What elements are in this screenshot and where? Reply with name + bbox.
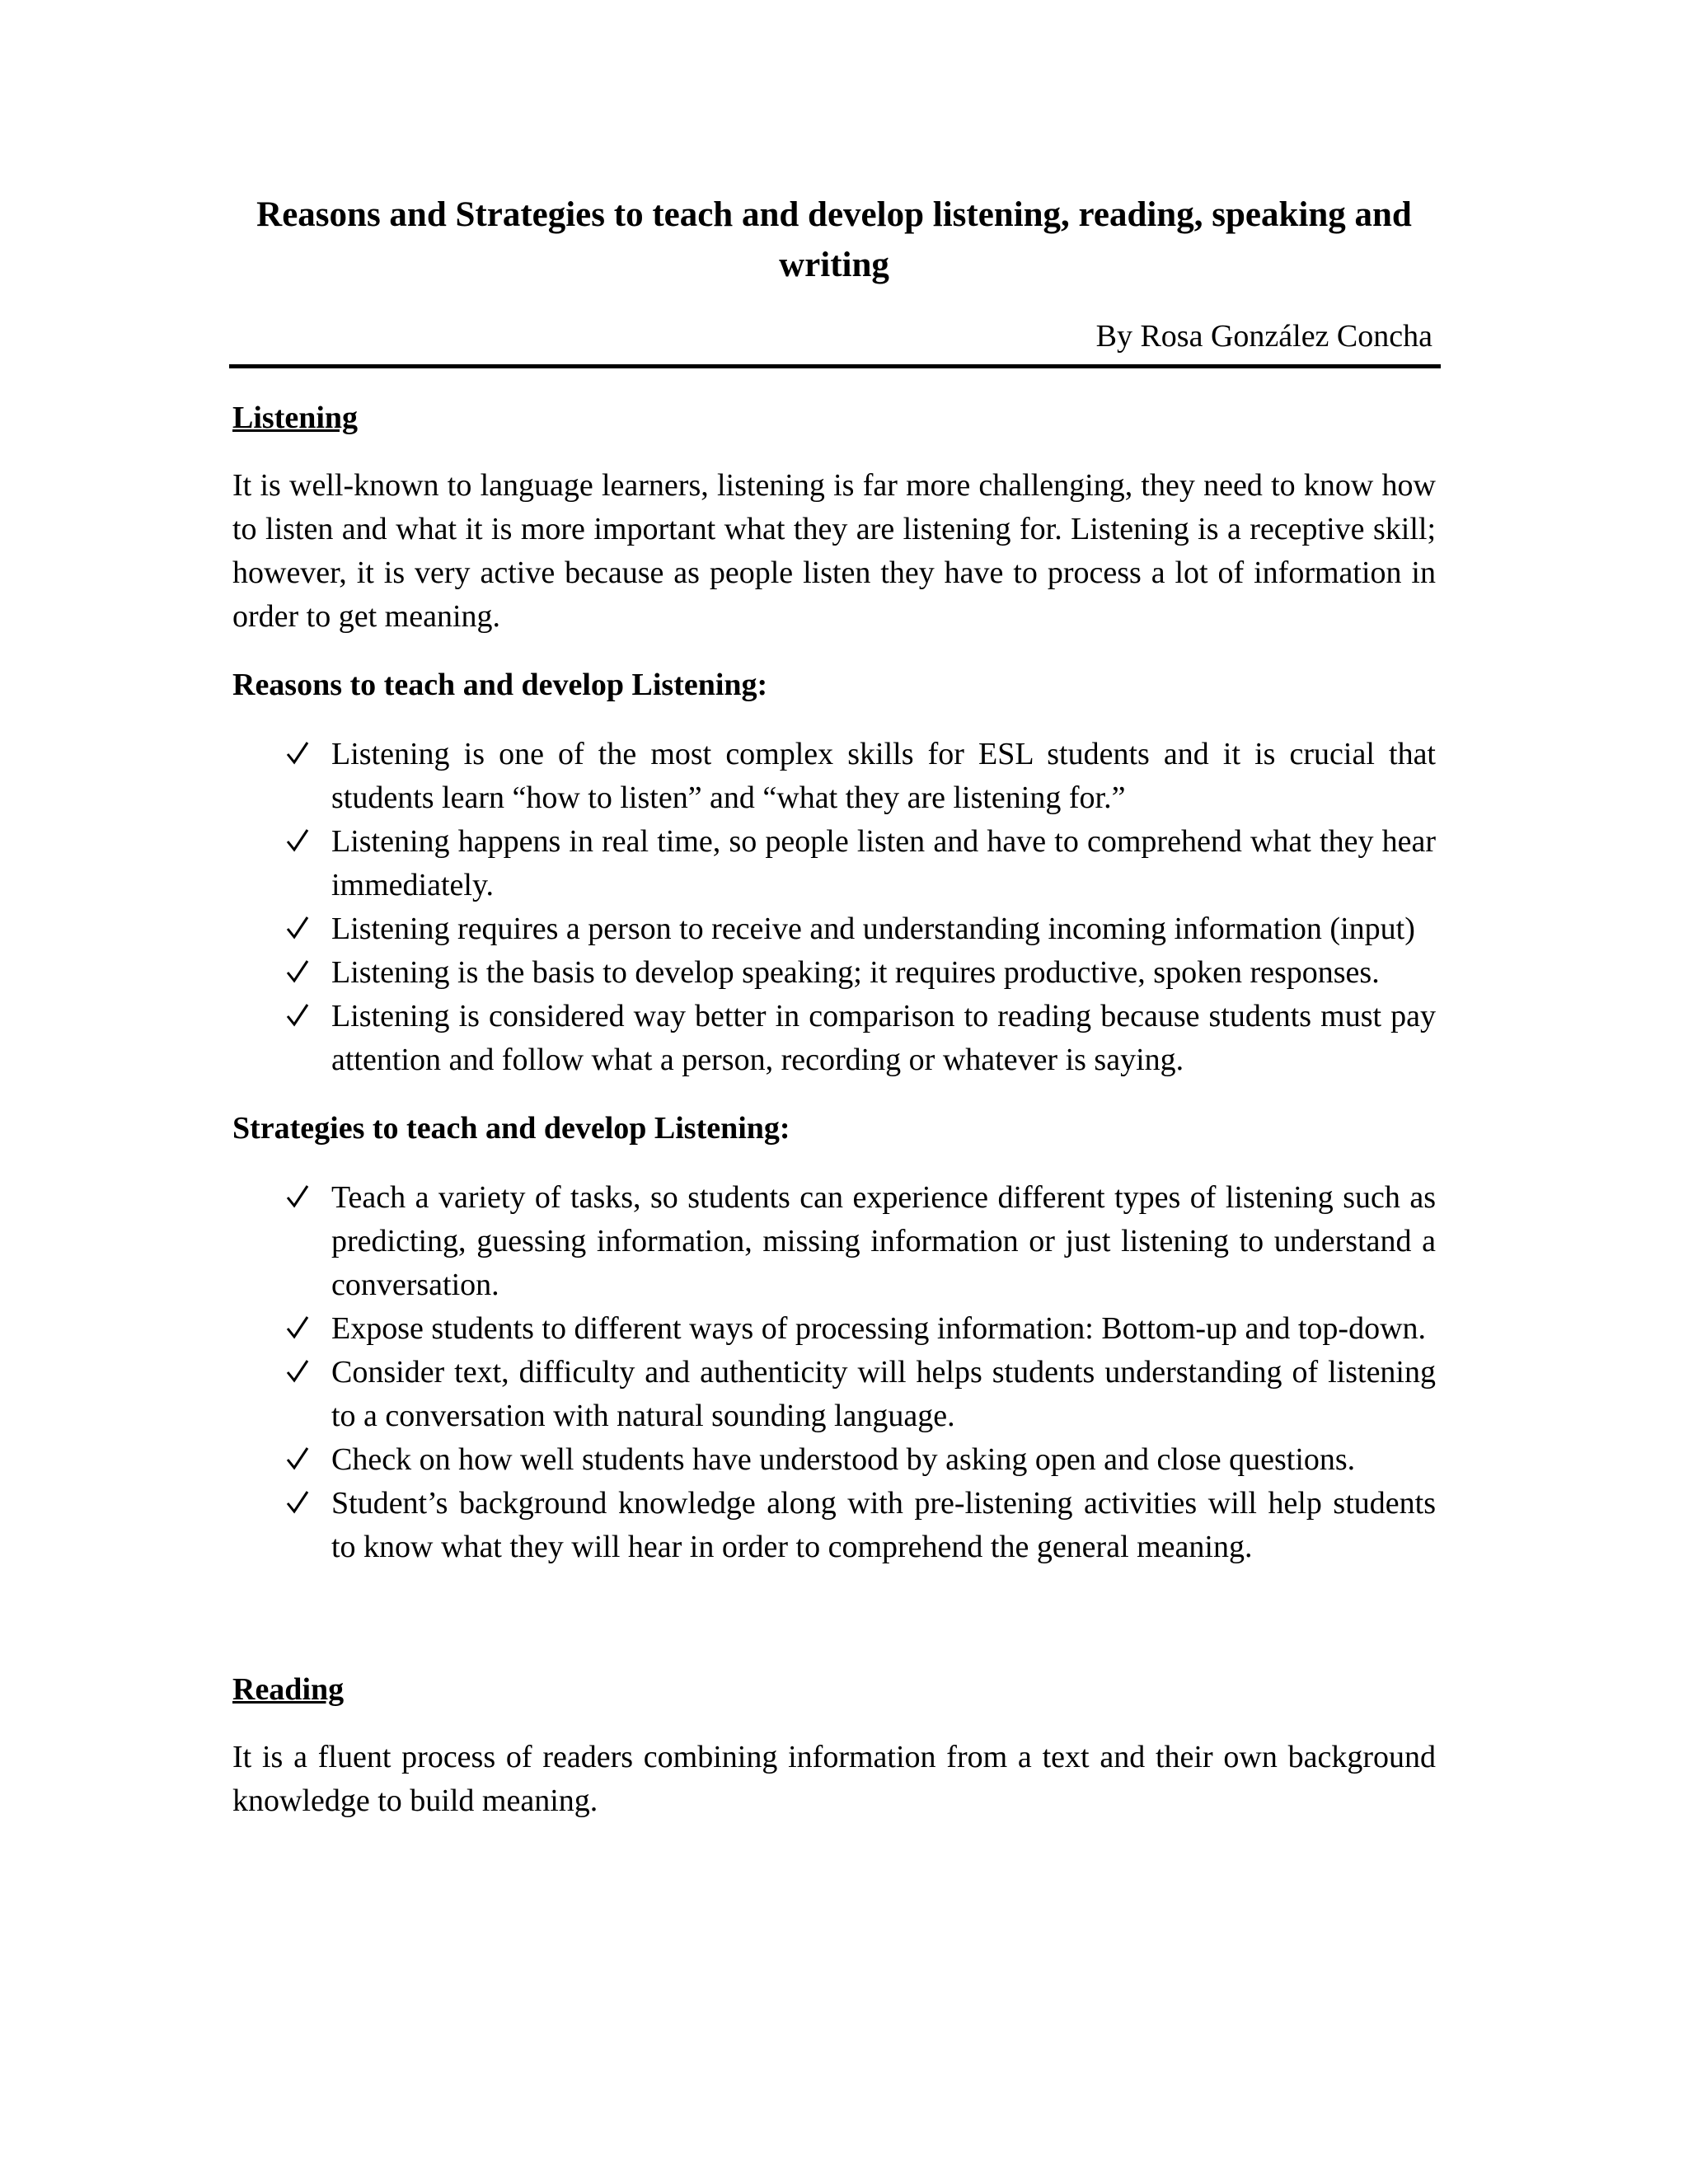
check-icon <box>285 907 310 951</box>
reasons-heading: Reasons to teach and develop Listening: <box>232 668 768 702</box>
check-icon <box>285 733 310 776</box>
check-icon <box>285 1438 310 1482</box>
header-divider <box>229 364 1441 368</box>
section-heading-listening: Listening <box>232 401 359 435</box>
strategies-list <box>232 1176 1436 1569</box>
list-item-text: Consider text, difficulty and authenticity will helps students understanding of listening to a conversation with natural sounding language. <box>331 1355 1436 1433</box>
reading-intro-paragraph: It is a fluent process of readers combining information from a text and their own background knowledge to build meaning. <box>232 1740 1436 1818</box>
list-item <box>232 1307 1436 1351</box>
list-item <box>232 1176 1436 1307</box>
check-icon <box>285 995 310 1038</box>
list-item-text: Listening is the basis to develop speaking; it requires productive, spoken responses. <box>331 955 1380 990</box>
list-item-text: Listening happens in real time, so people listen and have to comprehend what they hear immediately. <box>331 824 1436 902</box>
check-icon <box>285 1307 310 1351</box>
reasons-list <box>232 733 1436 1082</box>
check-icon <box>285 1176 310 1220</box>
section-heading-reading: Reading <box>232 1672 345 1707</box>
list-item <box>232 951 1436 995</box>
list-item-text: Listening requires a person to receive and understanding incoming information (input) <box>331 912 1415 946</box>
document-page <box>232 190 1436 1823</box>
list-item <box>232 1438 1436 1482</box>
list-item <box>232 907 1436 951</box>
check-icon <box>285 951 310 995</box>
check-icon <box>285 1351 310 1394</box>
author-byline: By Rosa González Concha <box>1095 319 1432 354</box>
listening-intro-paragraph: It is well-known to language learners, listening is far more challenging, they need to know how to listen and what it is more important what they are listening for. Listening is a receptive skill; however, it is very active because as people listen they have to process a lot of information in order to get meaning. <box>232 468 1436 634</box>
check-icon <box>285 820 310 864</box>
list-item-text: Check on how well students have understood by asking open and close questions. <box>331 1442 1356 1477</box>
list-item <box>232 820 1436 907</box>
list-item-text: Student’s background knowledge along with pre-listening activities will help students to know what they will hear in order to comprehend the general meaning. <box>331 1486 1436 1564</box>
list-item <box>232 1351 1436 1438</box>
document-title: Reasons and Strategies to teach and develop listening, reading, speaking and writing <box>256 195 1412 284</box>
list-item <box>232 733 1436 820</box>
list-item-text: Listening is one of the most complex skills for ESL students and it is crucial that students learn “how to listen” and “what they are listening for.” <box>331 737 1436 815</box>
list-item-text: Listening is considered way better in comparison to reading because students must pay attention and follow what a person, recording or whatever is saying. <box>331 999 1436 1077</box>
list-item <box>232 1482 1436 1569</box>
list-item-text: Teach a variety of tasks, so students can experience different types of listening such as predicting, guessing information, missing information or just listening to understand a conversation. <box>331 1180 1436 1302</box>
section-spacer <box>232 1569 1436 1640</box>
list-item <box>232 995 1436 1082</box>
check-icon <box>285 1482 310 1526</box>
strategies-heading: Strategies to teach and develop Listening: <box>232 1111 790 1146</box>
list-item-text: Expose students to different ways of processing information: Bottom-up and top-down. <box>331 1311 1427 1346</box>
